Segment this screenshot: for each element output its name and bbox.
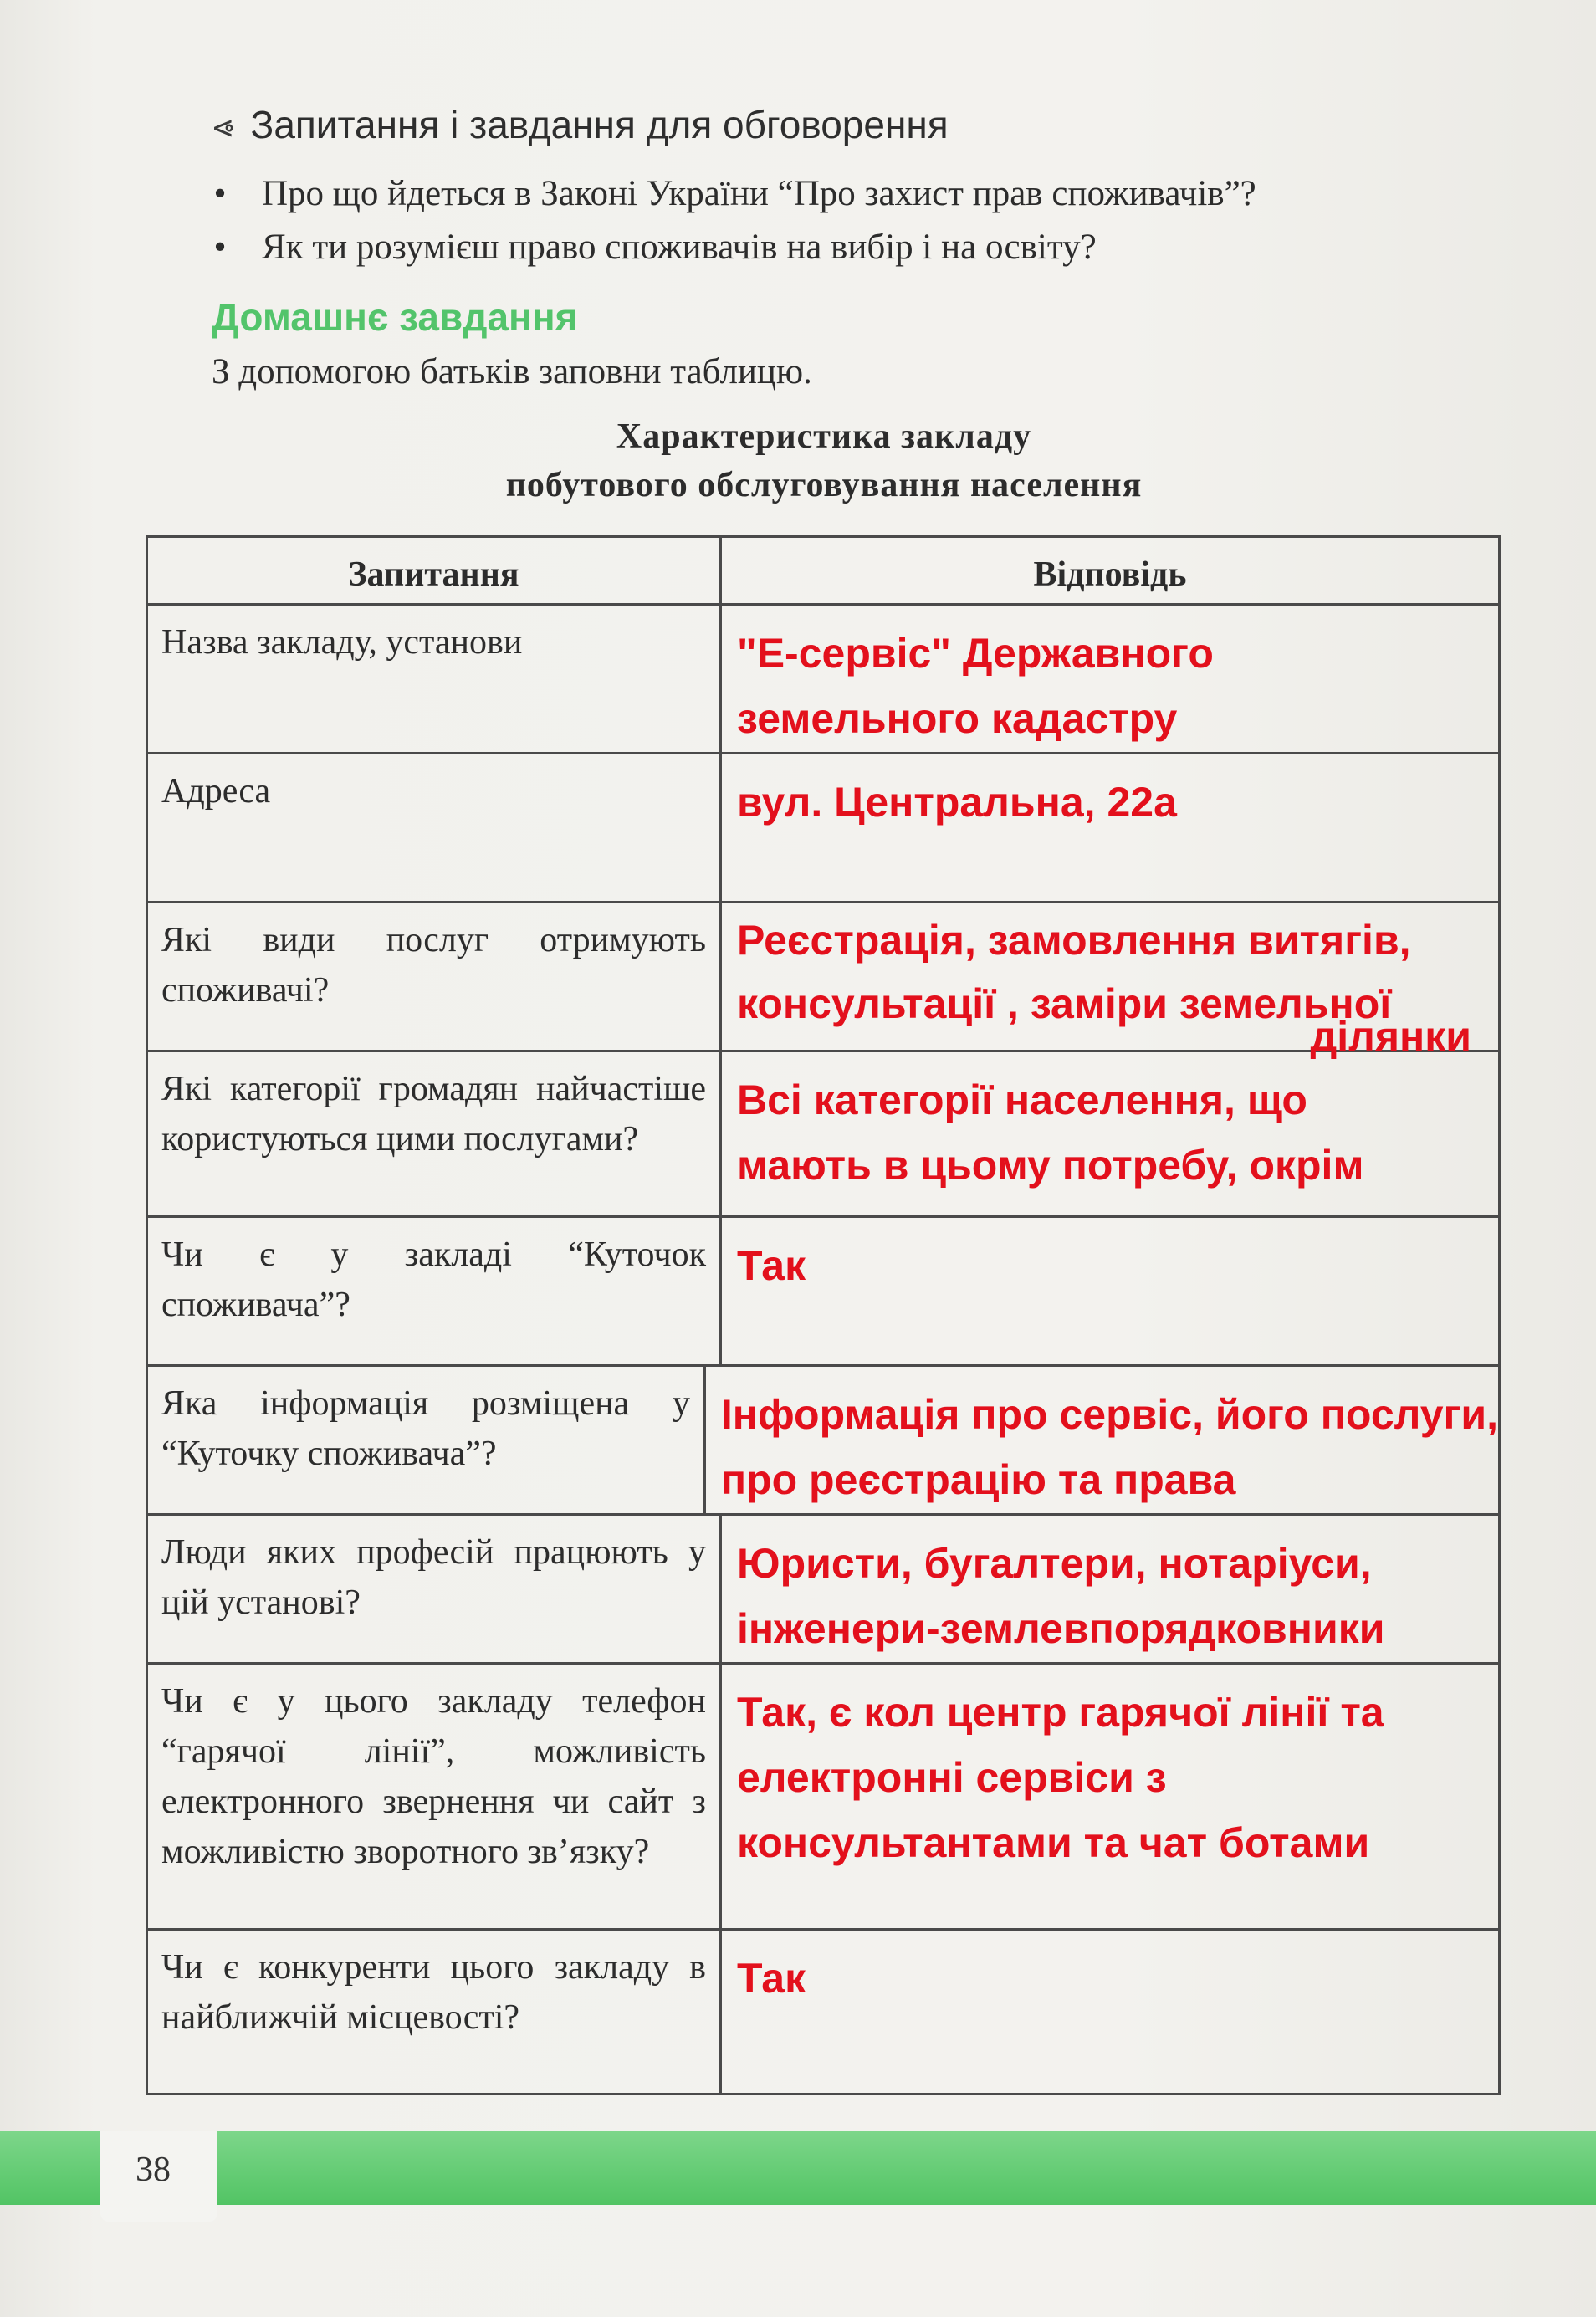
answer-line: земельного кадастру bbox=[737, 695, 1178, 742]
question-cell: Адреса bbox=[148, 754, 722, 901]
homework-instruction: З допомогою батьків заповни таблицю. bbox=[212, 352, 812, 391]
page-number: 38 bbox=[136, 2151, 171, 2189]
table-row bbox=[148, 1928, 1498, 2093]
answer-line: Реєстрація, замовлення витягів, bbox=[737, 917, 1411, 964]
answer-cell bbox=[706, 1367, 1498, 1513]
answer-line: Всі категорії населення, що bbox=[737, 1077, 1307, 1123]
discussion-title: Запитання і завдання для обговорення bbox=[250, 103, 949, 146]
question-cell: Яка інформація розміщена у “Куточку споживача”? bbox=[148, 1367, 706, 1513]
question-cell: Чи є у цього закладу телефон “гарячої лінії”, можливість електронного звернення чи сайт з можливістю зворотного зв’язку? bbox=[148, 1665, 722, 1928]
table-row bbox=[148, 1215, 1498, 1364]
answer-line: Так, є кол центр гарячої лінії та bbox=[737, 1689, 1384, 1736]
table-row bbox=[148, 1364, 1498, 1513]
table-row bbox=[148, 1662, 1498, 1928]
footer-band bbox=[0, 2131, 1596, 2205]
homework-title: Домашнє завдання bbox=[212, 295, 578, 339]
question-cell: Люди яких професій працюють у цій установі? bbox=[148, 1516, 722, 1662]
bullet-text: Як ти розумієш право споживачів на вибір і на освіту? bbox=[262, 228, 1097, 267]
answer-line: консультації , заміри земельної bbox=[737, 980, 1392, 1027]
answer-line: Юристи, бугалтери, нотаріуси, bbox=[737, 1540, 1372, 1587]
answer-line: "Е-сервіс" Державного bbox=[737, 630, 1214, 677]
discussion-heading bbox=[213, 102, 949, 147]
table-title-line2: побутового обслуговування населення bbox=[505, 466, 1143, 504]
table-header-row bbox=[148, 538, 1498, 603]
table-row bbox=[148, 1050, 1498, 1215]
table-title-line1: Характеристика закладу bbox=[616, 417, 1032, 456]
answer-line: Так bbox=[737, 1955, 806, 2002]
bullet-item bbox=[213, 221, 1256, 274]
answer-cell bbox=[722, 754, 1498, 901]
answer-line: про реєстрацію та права bbox=[720, 1456, 1236, 1503]
answer-line: інженери-землевпорядковники bbox=[737, 1605, 1385, 1652]
answer-line: консультантами та чат ботами bbox=[737, 1819, 1370, 1866]
bullet-item bbox=[213, 167, 1256, 221]
answer-cell bbox=[722, 1052, 1498, 1215]
answer-cell bbox=[722, 1665, 1498, 1928]
question-cell: Які види послуг отримують споживачі? bbox=[148, 903, 722, 1050]
question-cell: Які категорії громадян найчастіше користуються цими послугами? bbox=[148, 1052, 722, 1215]
bullet-dot-icon: • bbox=[213, 174, 227, 213]
table-row bbox=[148, 752, 1498, 901]
question-cell: Чи є у закладі “Куточок споживача”? bbox=[148, 1218, 722, 1364]
answer-cell bbox=[722, 1931, 1498, 2093]
answer-cell bbox=[722, 903, 1498, 1060]
answer-cell bbox=[722, 1218, 1498, 1364]
question-cell: Назва закладу, установи bbox=[148, 606, 722, 752]
answer-line: мають в цьому потребу, окрім bbox=[737, 1142, 1364, 1189]
answer-line: Інформація про сервіс, його послуги, bbox=[720, 1391, 1498, 1438]
header-question: Запитання bbox=[148, 538, 722, 603]
answer-line: вул. Центральна, 22а bbox=[737, 779, 1177, 826]
table-row bbox=[148, 901, 1498, 1060]
bullet-dot-icon: • bbox=[213, 228, 227, 267]
discussion-bullets bbox=[213, 167, 1256, 274]
table-row bbox=[148, 1513, 1498, 1662]
answer-line: ділянки bbox=[1310, 1013, 1471, 1060]
characteristics-table bbox=[146, 535, 1501, 2095]
question-cell: Чи є конкуренти цього закладу в найближчій місцевості? bbox=[148, 1931, 722, 2093]
arrow-left-icon: ⩹ bbox=[213, 104, 234, 144]
header-answer: Відповідь bbox=[1033, 555, 1187, 594]
answer-line: Так bbox=[737, 1242, 806, 1289]
answer-line: електронні сервіси з bbox=[737, 1754, 1167, 1801]
answer-cell bbox=[722, 1516, 1498, 1662]
bullet-text: Про що йдеться в Законі України “Про захист прав споживачів”? bbox=[262, 174, 1256, 213]
answer-cell bbox=[722, 606, 1498, 752]
table-row bbox=[148, 603, 1498, 752]
